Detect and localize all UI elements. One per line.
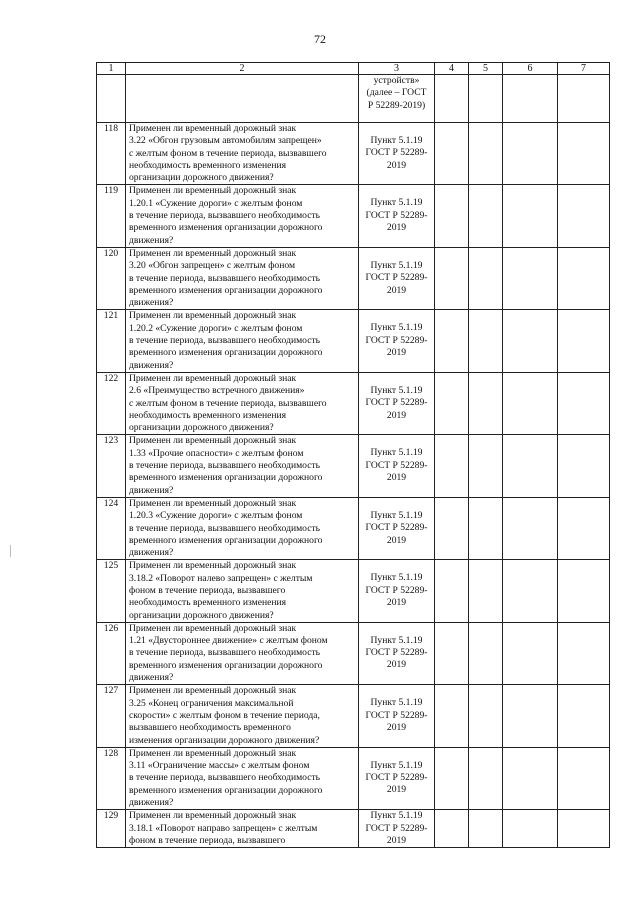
reference-line: устройств» bbox=[373, 75, 420, 86]
question-line: Применен ли временный дорожный знак bbox=[129, 685, 297, 697]
question-line: с желтым фоном в течение периода, вызвавшего bbox=[129, 147, 327, 159]
requirement-question bbox=[126, 247, 359, 309]
reference-line: Пункт 5.1.19 bbox=[370, 447, 423, 459]
empty-cell bbox=[503, 810, 558, 848]
column-header: 5 bbox=[469, 63, 503, 75]
question-line: временного изменения организации дорожного bbox=[129, 222, 323, 234]
empty-cell bbox=[558, 747, 610, 809]
reference-line: 2019 bbox=[386, 159, 407, 171]
question-line: вызвавшего необходимость временного bbox=[129, 722, 291, 734]
reference-line: Пункт 5.1.19 bbox=[370, 384, 423, 396]
empty-cell bbox=[435, 310, 469, 372]
question-line: Применен ли временный дорожный знак bbox=[129, 310, 297, 322]
reference-line: 2019 bbox=[386, 472, 407, 484]
row-number: 128 bbox=[97, 747, 126, 809]
empty-cell bbox=[435, 247, 469, 309]
empty-cell bbox=[469, 185, 503, 247]
question-line: движения? bbox=[129, 547, 174, 559]
table-row bbox=[97, 310, 610, 372]
empty-cell bbox=[503, 560, 558, 622]
row-number: 123 bbox=[97, 435, 126, 497]
reference-line: ГОСТ Р 52289- bbox=[365, 647, 428, 659]
empty-cell bbox=[558, 435, 610, 497]
question-line: скорости» с желтым фоном в течение периода, bbox=[129, 709, 320, 721]
requirement-question bbox=[126, 310, 359, 372]
reference-line: ГОСТ Р 52289- bbox=[365, 772, 428, 784]
question-line: Применен ли временный дорожный знак bbox=[129, 247, 297, 259]
reference-line: 2019 bbox=[386, 347, 407, 359]
reference-line: Пункт 5.1.19 bbox=[370, 135, 423, 146]
reference-line: 2019 bbox=[386, 534, 407, 546]
table-row bbox=[97, 497, 610, 559]
question-line: Применен ли временный дорожный знак bbox=[129, 435, 297, 447]
empty-cell bbox=[435, 185, 469, 247]
regulation-reference bbox=[359, 372, 435, 434]
question-line: 1.33 «Прочие опасности» с желтым фоном bbox=[129, 447, 304, 459]
empty-cell bbox=[435, 372, 469, 434]
table-row bbox=[97, 372, 610, 434]
empty-cell bbox=[469, 685, 503, 747]
reference-line: 2019 bbox=[386, 222, 407, 234]
question-line: 1.21 «Двустороннее движение» с желтым фоном bbox=[129, 635, 328, 647]
empty-cell bbox=[558, 185, 610, 247]
requirement-question bbox=[126, 123, 359, 185]
row-number: 122 bbox=[97, 372, 126, 434]
table-row bbox=[97, 435, 610, 497]
regulation-reference bbox=[359, 435, 435, 497]
empty-cell bbox=[469, 810, 503, 848]
requirement-question bbox=[126, 747, 359, 809]
reference-line: Пункт 5.1.19 bbox=[370, 810, 423, 822]
question-line: организации дорожного движения? bbox=[129, 609, 274, 621]
column-header: 3 bbox=[359, 63, 435, 75]
reference-line: 2019 bbox=[386, 721, 407, 733]
empty-cell bbox=[469, 310, 503, 372]
empty-cell bbox=[503, 622, 558, 684]
table-body bbox=[97, 63, 610, 848]
reference-line: Пункт 5.1.19 bbox=[370, 634, 423, 646]
reference-line: 2019 bbox=[386, 596, 407, 608]
empty-cell bbox=[558, 310, 610, 372]
row-number: 129 bbox=[97, 810, 126, 848]
table-row bbox=[97, 185, 610, 247]
empty-cell bbox=[435, 560, 469, 622]
requirement-question bbox=[126, 622, 359, 684]
empty-cell bbox=[435, 75, 469, 123]
question-line: 3.18.2 «Поворот налево запрещен» с желтым bbox=[129, 572, 313, 584]
reference-line: ГОСТ Р 52289- bbox=[365, 209, 428, 221]
question-line: движения? bbox=[129, 484, 174, 496]
empty-cell bbox=[503, 685, 558, 747]
question-line: Применен ли временный дорожный знак bbox=[129, 810, 297, 822]
table-row bbox=[97, 622, 610, 684]
reference-line: 2019 bbox=[386, 284, 407, 296]
question-line: Применен ли временный дорожный знак bbox=[129, 622, 297, 634]
reference-line: Пункт 5.1.19 bbox=[370, 509, 423, 521]
row-number: 127 bbox=[97, 685, 126, 747]
regulation-reference bbox=[359, 185, 435, 247]
empty-cell bbox=[469, 497, 503, 559]
empty-cell bbox=[469, 123, 503, 185]
requirement-question bbox=[126, 372, 359, 434]
empty-cell bbox=[558, 497, 610, 559]
row-number: 118 bbox=[97, 123, 126, 185]
question-line: 2.6 «Преимущество встречного движения» bbox=[129, 385, 305, 397]
row-number: 125 bbox=[97, 560, 126, 622]
question-line: Применен ли временный дорожный знак bbox=[129, 185, 297, 197]
question-line: Применен ли временный дорожный знак bbox=[129, 123, 297, 134]
empty-cell bbox=[558, 372, 610, 434]
empty-cell bbox=[469, 560, 503, 622]
requirement-question bbox=[126, 435, 359, 497]
table-row bbox=[97, 685, 610, 747]
question-line: в течение периода, вызвавшего необходимость bbox=[129, 522, 321, 534]
reference-line: Пункт 5.1.19 bbox=[370, 259, 423, 271]
empty-cell bbox=[503, 435, 558, 497]
requirement-question bbox=[126, 75, 359, 123]
regulation-reference bbox=[359, 810, 435, 848]
page-number: 72 bbox=[314, 32, 326, 46]
question-line: в течение периода, вызвавшего необходимость bbox=[129, 647, 321, 659]
empty-cell bbox=[435, 622, 469, 684]
empty-cell bbox=[469, 747, 503, 809]
checklist-table bbox=[96, 62, 610, 848]
empty-cell bbox=[558, 75, 610, 123]
empty-cell bbox=[469, 75, 503, 123]
question-line: изменения организации дорожного движения? bbox=[129, 734, 320, 746]
question-line: временного изменения организации дорожного bbox=[129, 347, 323, 359]
empty-cell bbox=[558, 810, 610, 848]
reference-line: Пункт 5.1.19 bbox=[370, 197, 423, 209]
regulation-reference bbox=[359, 622, 435, 684]
reference-line: ГОСТ Р 52289- bbox=[365, 522, 428, 534]
table-row bbox=[97, 123, 610, 185]
question-line: организации дорожного движения? bbox=[129, 422, 274, 434]
question-line: движения? bbox=[129, 234, 174, 246]
reference-line: (далее – ГОСТ bbox=[366, 87, 427, 99]
reference-line: ГОСТ Р 52289- bbox=[365, 272, 428, 284]
regulation-reference bbox=[359, 747, 435, 809]
question-line: временного изменения организации дорожного bbox=[129, 659, 323, 671]
empty-cell bbox=[435, 747, 469, 809]
reference-line: 2019 bbox=[386, 659, 407, 671]
question-line: в течение периода, вызвавшего необходимость bbox=[129, 460, 321, 472]
question-line: 3.20 «Обгон запрещен» с желтым фоном bbox=[129, 260, 296, 272]
header-row bbox=[97, 63, 610, 75]
empty-cell bbox=[435, 435, 469, 497]
empty-cell bbox=[503, 185, 558, 247]
regulation-reference bbox=[359, 685, 435, 747]
empty-cell bbox=[469, 372, 503, 434]
question-line: Применен ли временный дорожный знак bbox=[129, 747, 297, 759]
empty-cell bbox=[435, 685, 469, 747]
row-number: 124 bbox=[97, 497, 126, 559]
column-header: 6 bbox=[503, 63, 558, 75]
question-line: движения? bbox=[129, 297, 174, 309]
regulation-reference bbox=[359, 560, 435, 622]
empty-cell bbox=[435, 497, 469, 559]
reference-line: ГОСТ Р 52289- bbox=[365, 709, 428, 721]
question-line: движения? bbox=[129, 672, 174, 684]
empty-cell bbox=[469, 247, 503, 309]
question-line: 3.25 «Конец ограничения максимальной bbox=[129, 697, 294, 709]
question-line: необходимость временного изменения bbox=[129, 597, 287, 609]
question-line: фоном в течение периода, вызвавшего bbox=[129, 584, 286, 596]
question-line: временного изменения организации дорожного bbox=[129, 784, 323, 796]
requirement-question bbox=[126, 810, 359, 848]
question-line: 1.20.2 «Сужение дороги» с желтым фоном bbox=[129, 322, 303, 334]
empty-cell bbox=[503, 247, 558, 309]
table-row bbox=[97, 810, 610, 848]
row-number: 120 bbox=[97, 247, 126, 309]
question-line: в течение периода, вызвавшего необходимость bbox=[129, 335, 321, 347]
column-header: 1 bbox=[97, 63, 126, 75]
empty-cell bbox=[503, 497, 558, 559]
row-number: 119 bbox=[97, 185, 126, 247]
regulation-reference bbox=[359, 247, 435, 309]
reference-line: Пункт 5.1.19 bbox=[370, 759, 423, 771]
question-line: фоном в течение периода, вызвавшего bbox=[129, 834, 286, 846]
regulation-reference bbox=[359, 75, 435, 123]
question-line: организации дорожного движения? bbox=[129, 172, 274, 184]
empty-cell bbox=[435, 123, 469, 185]
question-line: в течение периода, вызвавшего необходимость bbox=[129, 772, 321, 784]
question-line: временного изменения организации дорожного bbox=[129, 284, 323, 296]
question-line: временного изменения организации дорожного bbox=[129, 534, 323, 546]
question-line: необходимость временного изменения bbox=[129, 159, 287, 171]
question-line: с желтым фоном в течение периода, вызвавшего bbox=[129, 397, 327, 409]
row-number bbox=[97, 75, 126, 123]
reference-line: 2019 bbox=[386, 784, 407, 796]
empty-cell bbox=[469, 622, 503, 684]
empty-cell bbox=[503, 123, 558, 185]
column-header: 7 bbox=[558, 63, 610, 75]
regulation-reference bbox=[359, 123, 435, 185]
reference-line: ГОСТ Р 52289- bbox=[365, 822, 428, 834]
question-line: 3.22 «Обгон грузовым автомобилям запрещен» bbox=[129, 135, 322, 147]
regulation-reference bbox=[359, 310, 435, 372]
table-row bbox=[97, 247, 610, 309]
requirement-question bbox=[126, 685, 359, 747]
empty-cell bbox=[503, 75, 558, 123]
question-line: 3.18.1 «Поворот направо запрещен» с желтым bbox=[129, 822, 318, 834]
row-number: 126 bbox=[97, 622, 126, 684]
reference-line: Р 52289-2019) bbox=[367, 99, 426, 111]
row-number: 121 bbox=[97, 310, 126, 372]
empty-cell bbox=[503, 372, 558, 434]
reference-line: 2019 bbox=[386, 409, 407, 421]
reference-line: ГОСТ Р 52289- bbox=[365, 147, 428, 159]
empty-cell bbox=[558, 685, 610, 747]
reference-line: Пункт 5.1.19 bbox=[370, 572, 423, 584]
empty-cell bbox=[558, 247, 610, 309]
question-line: 3.11 «Ограничение массы» с желтым фоном bbox=[129, 760, 310, 772]
question-line: 1.20.3 «Сужение дороги» с желтым фоном bbox=[129, 510, 303, 522]
reference-line: 2019 bbox=[386, 834, 407, 846]
scan-mark bbox=[10, 545, 11, 557]
continuation-row bbox=[97, 75, 610, 123]
question-line: Применен ли временный дорожный знак bbox=[129, 560, 297, 572]
reference-line: ГОСТ Р 52289- bbox=[365, 397, 428, 409]
empty-cell bbox=[558, 123, 610, 185]
table-row bbox=[97, 747, 610, 809]
requirement-question bbox=[126, 497, 359, 559]
regulation-reference bbox=[359, 497, 435, 559]
question-line: Применен ли временный дорожный знак bbox=[129, 497, 297, 509]
column-header: 4 bbox=[435, 63, 469, 75]
empty-cell bbox=[503, 310, 558, 372]
question-line: временного изменения организации дорожного bbox=[129, 472, 323, 484]
empty-cell bbox=[503, 747, 558, 809]
reference-line: ГОСТ Р 52289- bbox=[365, 584, 428, 596]
reference-line: ГОСТ Р 52289- bbox=[365, 459, 428, 471]
question-line: движения? bbox=[129, 359, 174, 371]
reference-line: Пункт 5.1.19 bbox=[370, 322, 423, 334]
question-line: 1.20.1 «Сужение дороги» с желтым фоном bbox=[129, 197, 303, 209]
question-line: в течение периода, вызвавшего необходимость bbox=[129, 210, 321, 222]
table-row bbox=[97, 560, 610, 622]
column-header: 2 bbox=[126, 63, 359, 75]
empty-cell bbox=[469, 435, 503, 497]
empty-cell bbox=[558, 622, 610, 684]
question-line: Применен ли временный дорожный знак bbox=[129, 372, 297, 384]
question-line: в течение периода, вызвавшего необходимость bbox=[129, 272, 321, 284]
empty-cell bbox=[435, 810, 469, 848]
question-line: движения? bbox=[129, 797, 174, 809]
reference-line: ГОСТ Р 52289- bbox=[365, 334, 428, 346]
empty-cell bbox=[558, 560, 610, 622]
requirement-question bbox=[126, 560, 359, 622]
reference-line: Пункт 5.1.19 bbox=[370, 697, 423, 709]
requirement-question bbox=[126, 185, 359, 247]
question-line: необходимость временного изменения bbox=[129, 409, 287, 421]
